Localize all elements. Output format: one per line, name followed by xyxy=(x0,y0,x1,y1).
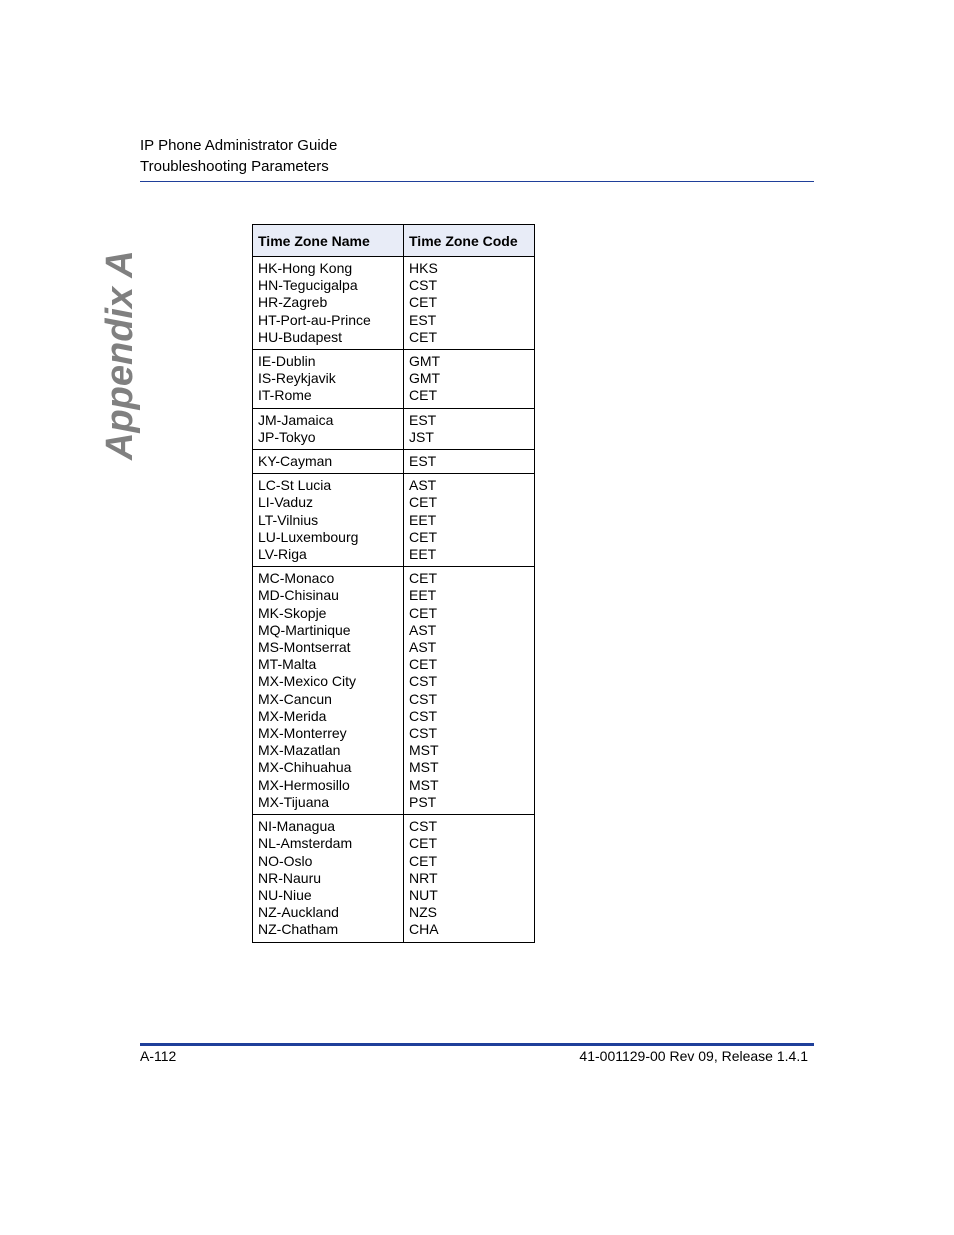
time-zone-name: HN-Tegucigalpa xyxy=(258,277,358,294)
time-zone-code: GMT xyxy=(409,370,441,387)
time-zone-code: AST xyxy=(409,621,437,638)
table-row xyxy=(253,350,535,409)
time-zone-code: CET xyxy=(409,656,437,673)
time-zone-code: CET xyxy=(409,604,437,621)
time-zone-code: CET xyxy=(409,528,437,545)
time-zone-name: LU-Luxembourg xyxy=(258,528,359,545)
time-zone-code: EET xyxy=(409,546,437,563)
time-zone-code: CST xyxy=(409,690,437,707)
time-zone-code: CST xyxy=(409,725,437,742)
time-zone-name: MD-Chisinau xyxy=(258,587,339,604)
table-row xyxy=(253,567,535,815)
time-zone-code: CET xyxy=(409,494,437,511)
time-zone-code: CET xyxy=(409,570,437,587)
time-zone-code: CET xyxy=(409,852,437,869)
time-zone-name: NR-Nauru xyxy=(258,869,322,886)
table-row xyxy=(253,474,535,567)
time-zone-name: MC-Monaco xyxy=(258,570,335,587)
time-zone-name: LC-St Lucia xyxy=(258,477,332,494)
time-zone-name: MX-Tijuana xyxy=(258,793,330,810)
time-zone-name: LV-Riga xyxy=(258,546,307,563)
table-row xyxy=(253,450,535,474)
time-zone-code-cell xyxy=(404,408,535,449)
time-zone-code-cell xyxy=(404,257,535,350)
page-number: A-112 xyxy=(140,1048,177,1064)
time-zone-code: EST xyxy=(409,311,437,328)
time-zone-code: CET xyxy=(409,328,437,345)
time-zone-name: MX-Cancun xyxy=(258,690,332,707)
time-zone-code: EST xyxy=(409,411,437,428)
table-header-row xyxy=(253,225,535,257)
column-header-code: Time Zone Code xyxy=(404,225,535,257)
time-zone-code: HKS xyxy=(409,260,438,276)
column-header-name: Time Zone Name xyxy=(253,225,404,257)
time-zone-name: IT-Rome xyxy=(258,387,312,404)
time-zone-code: AST xyxy=(409,639,437,656)
time-zone-name: KY-Cayman xyxy=(258,453,333,470)
time-zone-name: HT-Port-au-Prince xyxy=(258,311,371,328)
time-zone-code: CST xyxy=(409,818,437,835)
time-zone-code: NUT xyxy=(409,886,438,903)
header-guide-title: IP Phone Administrator Guide xyxy=(140,137,338,154)
time-zone-code: MST xyxy=(409,742,439,759)
time-zone-code: PST xyxy=(409,793,437,810)
time-zone-code: CET xyxy=(409,294,437,311)
table-row xyxy=(253,257,535,350)
time-zone-name-cell xyxy=(253,567,404,815)
time-zone-code: MST xyxy=(409,776,439,793)
time-zone-table xyxy=(252,224,535,943)
time-zone-code: AST xyxy=(409,477,437,494)
time-zone-name: NZ-Chatham xyxy=(258,921,339,938)
time-zone-code: CET xyxy=(409,387,437,404)
time-zone-code-cell xyxy=(404,474,535,567)
time-zone-name: LI-Vaduz xyxy=(258,494,313,511)
time-zone-code: CST xyxy=(409,277,437,294)
time-zone-name-cell xyxy=(253,350,404,409)
time-zone-name-cell xyxy=(253,474,404,567)
time-zone-code-cell xyxy=(404,450,535,474)
time-zone-code: CHA xyxy=(409,921,439,938)
time-zone-name: MX-Hermosillo xyxy=(258,776,350,793)
time-zone-name-cell xyxy=(253,450,404,474)
time-zone-name: MX-Merida xyxy=(258,707,327,724)
table-row xyxy=(253,408,535,449)
time-zone-code-cell xyxy=(404,350,535,409)
time-zone-code-cell xyxy=(404,815,535,942)
time-zone-name-cell xyxy=(253,257,404,350)
time-zone-code: CST xyxy=(409,673,437,690)
time-zone-name: NZ-Auckland xyxy=(258,904,339,921)
time-zone-name: HU-Budapest xyxy=(258,328,343,345)
time-zone-code-cell xyxy=(404,567,535,815)
time-zone-name: MT-Malta xyxy=(258,656,317,673)
table-row xyxy=(253,815,535,942)
time-zone-name: MQ-Martinique xyxy=(258,621,351,638)
header-section-title: Troubleshooting Parameters xyxy=(140,158,329,175)
time-zone-code: EET xyxy=(409,587,437,604)
running-header xyxy=(140,135,814,177)
footer-rule xyxy=(140,1043,814,1046)
time-zone-name-cell xyxy=(253,815,404,942)
time-zone-name: LT-Vilnius xyxy=(258,511,319,528)
time-zone-name: HK-Hong Kong xyxy=(258,260,353,276)
time-zone-name: MX-Mazatlan xyxy=(258,742,341,759)
time-zone-name: NU-Niue xyxy=(258,886,312,903)
time-zone-name: NL-Amsterdam xyxy=(258,835,353,852)
time-zone-code: CST xyxy=(409,707,437,724)
time-zone-code: NZS xyxy=(409,904,437,921)
time-zone-code: EST xyxy=(409,453,437,470)
time-zone-code: JST xyxy=(409,428,434,445)
time-zone-code: CET xyxy=(409,835,437,852)
time-zone-name: JP-Tokyo xyxy=(258,428,316,445)
document-revision: 41-001129-00 Rev 09, Release 1.4.1 xyxy=(579,1048,808,1064)
appendix-title-text: Appendix A xyxy=(99,250,141,460)
time-zone-name: MK-Skopje xyxy=(258,604,327,621)
time-zone-name: MX-Chihuahua xyxy=(258,759,352,776)
time-zone-name: NI-Managua xyxy=(258,818,336,835)
time-zone-table-body xyxy=(253,257,535,943)
time-zone-name: HR-Zagreb xyxy=(258,294,328,311)
time-zone-name: MS-Montserrat xyxy=(258,639,351,656)
time-zone-name: IE-Dublin xyxy=(258,353,316,370)
time-zone-code: MST xyxy=(409,759,439,776)
time-zone-name: MX-Monterrey xyxy=(258,725,347,742)
header-rule xyxy=(140,181,814,182)
time-zone-name: JM-Jamaica xyxy=(258,411,334,428)
time-zone-code: GMT xyxy=(409,353,441,370)
time-zone-name-cell xyxy=(253,408,404,449)
appendix-side-title xyxy=(99,250,141,462)
time-zone-name: MX-Mexico City xyxy=(258,673,357,690)
time-zone-code: EET xyxy=(409,511,437,528)
time-zone-name: IS-Reykjavik xyxy=(258,370,336,387)
time-zone-name: NO-Oslo xyxy=(258,852,313,869)
time-zone-code: NRT xyxy=(409,869,438,886)
